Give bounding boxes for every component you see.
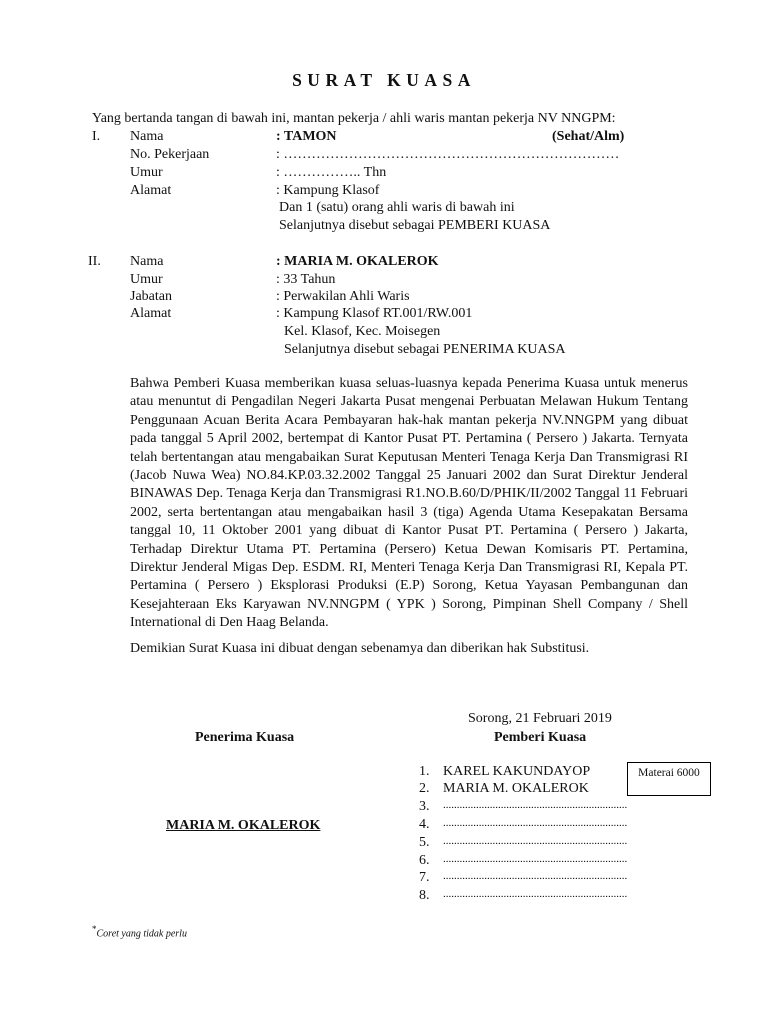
party-one-name-label: Nama	[130, 129, 164, 144]
party-two-age-value: : 33 Tahun	[276, 272, 336, 287]
party-two-note-role: Selanjutnya disebut sebagai PENERIMA KUASA	[284, 342, 566, 357]
intro-text: Yang bertanda tangan di bawah ini, mantan pekerja / ahli waris mantan pekerja NV NNGPM:	[92, 111, 616, 126]
giver-blank-line: ...................................................................	[443, 817, 628, 829]
materai-stamp-box	[627, 762, 711, 796]
giver-name: KAREL KAKUNDAYOP	[443, 764, 591, 779]
place-date: Sorong, 21 Februari 2019	[468, 711, 612, 726]
party-one-address-label: Alamat	[130, 183, 172, 198]
party-two-name-label: Nama	[130, 254, 164, 269]
footnote-text: Coret yang tidak perlu	[96, 928, 187, 940]
party-two-address-label: Alamat	[130, 306, 172, 321]
party-one-name-value: : TAMON	[276, 129, 337, 144]
party-two-address-value: : Kampung Klasof RT.001/RW.001	[276, 306, 473, 321]
giver-number: 7.	[419, 870, 430, 885]
party-two-position-value: : Perwakilan Ahli Waris	[276, 289, 410, 304]
document-title: SURAT KUASA	[292, 70, 476, 90]
party-one-worker-no-label: No. Pekerjaan	[130, 147, 210, 162]
party-two-address-line2: Kel. Klasof, Kec. Moisegen	[284, 324, 441, 339]
giver-blank-line: ...................................................................	[443, 835, 628, 847]
giver-number: 4.	[419, 817, 430, 832]
party-one-note-heir: Dan 1 (satu) orang ahli waris di bawah ini	[279, 200, 515, 215]
giver-blank-line: ...................................................................	[443, 799, 628, 811]
party-two-number: II.	[88, 254, 101, 269]
party-one-age-value: : …………….. Thn	[276, 165, 387, 180]
footnote-marker: *	[92, 924, 97, 934]
party-two-name-value: : MARIA M. OKALEROK	[276, 254, 439, 269]
party-one-age-label: Umur	[130, 165, 163, 180]
giver-blank-line: ...................................................................	[443, 870, 628, 882]
receiver-name: MARIA M. OKALEROK	[166, 818, 321, 833]
party-two-position-label: Jabatan	[130, 289, 172, 304]
footnote	[92, 924, 187, 939]
party-one-address-value: : Kampung Klasof	[276, 183, 380, 198]
power-of-attorney-body: Bahwa Pemberi Kuasa memberikan kuasa seluas-luasnya kepada Penerima Kuasa untuk menerus atau menuntut di Pengadilan Negeri Jakarta Pusat mengenai Perbuatan Melawan Hukum Tentang Penggunaan Acuan Berita Acara Pembayaran hak-hak mantan pekerja NV.NNGPM yang dibuat pada tanggal 5 April 2002, bertempat di Kantor Pusat PT. Pertamina ( Persero ) Jakarta. Ternyata telah bertentangan atau mengabaikan Surat Keputusan Menteri Tenaga Kerja Dan Transmigrasi RI (Jacob Nuwa Wea) NO.84.KP.03.32.2002 Tanggal 25 Januari 2002 dan Surat Direktur Jenderal BINAWAS Dep. Tenaga Kerja dan Transmigrasi R1.NO.B.60/D/PHIK/II/2002 Tanggal 11 Februari 2002, serta bertentangan atau mengabaikan hasil 3 (tiga) Agenda Utama Kesepakatan Bersama tanggal 10, 11 Oktober 2001 yang dibuat di Kantor Pusat PT. Pertamina ( Persero ) Jakarta, Terhadap Direktur Utama PT. Pertamina (Persero) Ketua Dewan Komisaris PT. Pertamina, Direktur Jenderal Migas Dep. ESDM. RI, Menteri Tenaga Kerja Dan Transmigrasi RI, Kepala PT. Pertamina ( Persero ) Eksplorasi Produksi (E.P) Sorong, Ketua Yayasan Pembangunan dan Kesejahteraan Eks Karyawan NV.NNGPM ( YPK ) Sorong, Pimpinan Shell Company / Shell International di Den Haag Belanda.	[130, 376, 688, 631]
giver-number: 5.	[419, 835, 430, 850]
giver-number: 6.	[419, 853, 430, 868]
party-two-age-label: Umur	[130, 272, 163, 287]
party-one-worker-no-value: : ………………………………………………………………	[276, 147, 620, 162]
receiver-heading: Penerima Kuasa	[195, 730, 295, 745]
party-one-number: I.	[92, 129, 101, 144]
giver-heading: Pemberi Kuasa	[494, 730, 587, 745]
giver-number: 2.	[419, 781, 430, 796]
giver-number: 1.	[419, 764, 430, 779]
party-one-status: (Sehat/Alm)	[552, 129, 625, 144]
giver-number: 8.	[419, 888, 430, 903]
materai-label: Materai 6000	[638, 767, 700, 779]
closing-statement: Demikian Surat Kuasa ini dibuat dengan sebenamya dan diberikan hak Substitusi.	[130, 641, 590, 656]
giver-number: 3.	[419, 799, 430, 814]
giver-blank-line: ...................................................................	[443, 888, 628, 900]
party-one-note-role: Selanjutnya disebut sebagai PEMBERI KUASA	[279, 218, 551, 233]
giver-blank-line: ...................................................................	[443, 853, 628, 865]
giver-name: MARIA M. OKALEROK	[443, 781, 589, 796]
